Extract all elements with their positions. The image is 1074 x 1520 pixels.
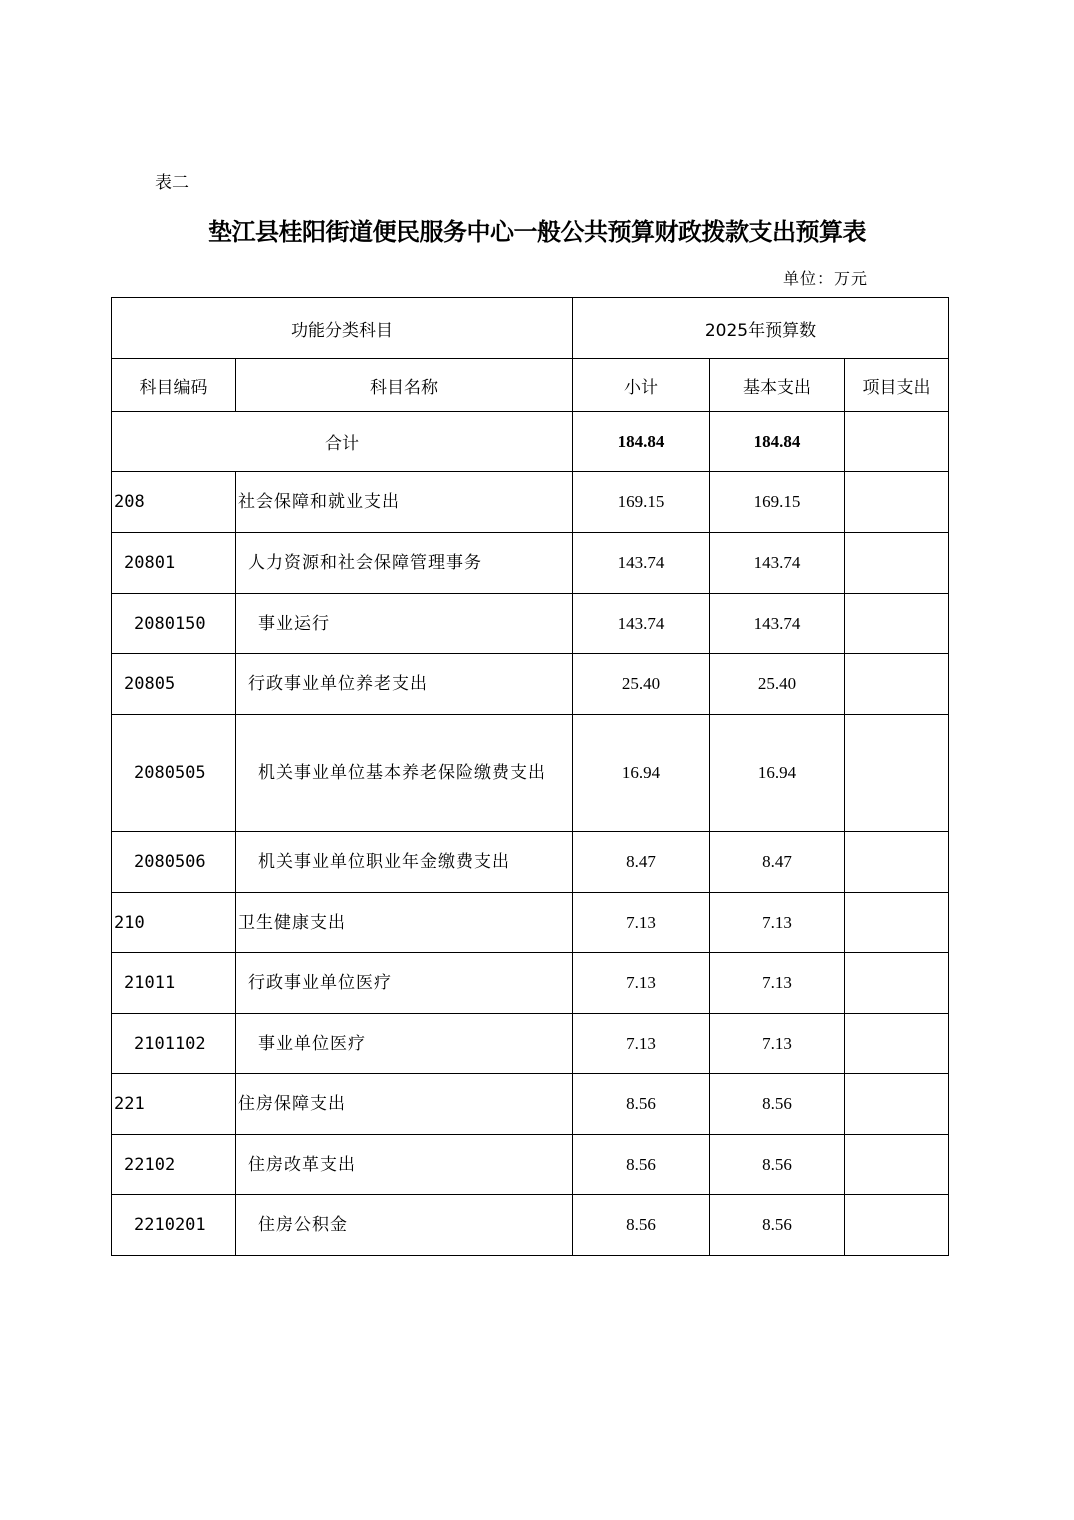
header-group-row <box>112 298 949 359</box>
row-subtotal: 7.13 <box>573 1014 710 1074</box>
row-basic: 7.13 <box>710 1014 845 1074</box>
header-function-category: 功能分类科目 <box>112 298 573 359</box>
table-row <box>112 472 949 533</box>
row-name: 人力资源和社会保障管理事务 <box>236 533 573 594</box>
row-name: 住房公积金 <box>236 1195 573 1256</box>
table-row <box>112 654 949 715</box>
row-project <box>845 893 949 953</box>
row-subtotal: 7.13 <box>573 953 710 1014</box>
row-basic: 8.47 <box>710 832 845 893</box>
header-name: 科目名称 <box>236 359 573 412</box>
row-name: 机关事业单位基本养老保险缴费支出 <box>236 715 573 832</box>
row-code: 2101102 <box>112 1014 236 1074</box>
row-subtotal: 143.74 <box>573 594 710 654</box>
row-name: 卫生健康支出 <box>236 893 573 953</box>
row-basic: 25.40 <box>710 654 845 715</box>
budget-table <box>111 297 949 1256</box>
total-basic: 184.84 <box>710 412 845 472</box>
row-name: 事业单位医疗 <box>236 1014 573 1074</box>
row-project <box>845 1074 949 1135</box>
total-row <box>112 412 949 472</box>
row-code: 208 <box>112 472 236 533</box>
row-basic: 8.56 <box>710 1074 845 1135</box>
table-row <box>112 715 949 832</box>
table-row <box>112 1074 949 1135</box>
row-name: 行政事业单位医疗 <box>236 953 573 1014</box>
row-basic: 143.74 <box>710 594 845 654</box>
row-code: 22102 <box>112 1135 236 1195</box>
table-row <box>112 1014 949 1074</box>
row-name: 住房保障支出 <box>236 1074 573 1135</box>
row-subtotal: 8.56 <box>573 1195 710 1256</box>
row-name: 社会保障和就业支出 <box>236 472 573 533</box>
table-label: 表二 <box>155 173 189 193</box>
row-name: 行政事业单位养老支出 <box>236 654 573 715</box>
row-code: 20805 <box>112 654 236 715</box>
header-code: 科目编码 <box>112 359 236 412</box>
header-subtotal: 小计 <box>573 359 710 412</box>
row-subtotal: 8.56 <box>573 1074 710 1135</box>
total-project <box>845 412 949 472</box>
row-subtotal: 8.47 <box>573 832 710 893</box>
row-subtotal: 143.74 <box>573 533 710 594</box>
unit-label: 单位：万元 <box>783 269 869 288</box>
row-subtotal: 16.94 <box>573 715 710 832</box>
row-name: 事业运行 <box>236 594 573 654</box>
table-row <box>112 893 949 953</box>
table-row <box>112 1135 949 1195</box>
table-row <box>112 832 949 893</box>
row-code: 20801 <box>112 533 236 594</box>
row-code: 2210201 <box>112 1195 236 1256</box>
row-project <box>845 472 949 533</box>
row-code: 210 <box>112 893 236 953</box>
total-label: 合计 <box>112 412 573 472</box>
row-code: 2080506 <box>112 832 236 893</box>
row-project <box>845 533 949 594</box>
row-basic: 169.15 <box>710 472 845 533</box>
row-basic: 8.56 <box>710 1195 845 1256</box>
row-name: 机关事业单位职业年金缴费支出 <box>236 832 573 893</box>
row-project <box>845 1014 949 1074</box>
header-basic: 基本支出 <box>710 359 845 412</box>
row-basic: 143.74 <box>710 533 845 594</box>
row-subtotal: 8.56 <box>573 1135 710 1195</box>
row-project <box>845 594 949 654</box>
row-project <box>845 953 949 1014</box>
header-column-row <box>112 359 949 412</box>
table-row <box>112 1195 949 1256</box>
row-code: 221 <box>112 1074 236 1135</box>
row-code: 2080150 <box>112 594 236 654</box>
row-code: 21011 <box>112 953 236 1014</box>
table-row <box>112 594 949 654</box>
row-project <box>845 832 949 893</box>
row-project <box>845 1135 949 1195</box>
row-name: 住房改革支出 <box>236 1135 573 1195</box>
row-project <box>845 654 949 715</box>
header-project: 项目支出 <box>845 359 949 412</box>
row-subtotal: 7.13 <box>573 893 710 953</box>
row-basic: 16.94 <box>710 715 845 832</box>
row-subtotal: 169.15 <box>573 472 710 533</box>
row-project <box>845 1195 949 1256</box>
row-basic: 7.13 <box>710 893 845 953</box>
header-budget-year: 2025年预算数 <box>573 298 949 359</box>
row-project <box>845 715 949 832</box>
row-code: 2080505 <box>112 715 236 832</box>
total-subtotal: 184.84 <box>573 412 710 472</box>
table-row <box>112 533 949 594</box>
row-subtotal: 25.40 <box>573 654 710 715</box>
page-title: 垫江县桂阳街道便民服务中心一般公共预算财政拨款支出预算表 <box>208 217 866 246</box>
row-basic: 8.56 <box>710 1135 845 1195</box>
row-basic: 7.13 <box>710 953 845 1014</box>
table-row <box>112 953 949 1014</box>
